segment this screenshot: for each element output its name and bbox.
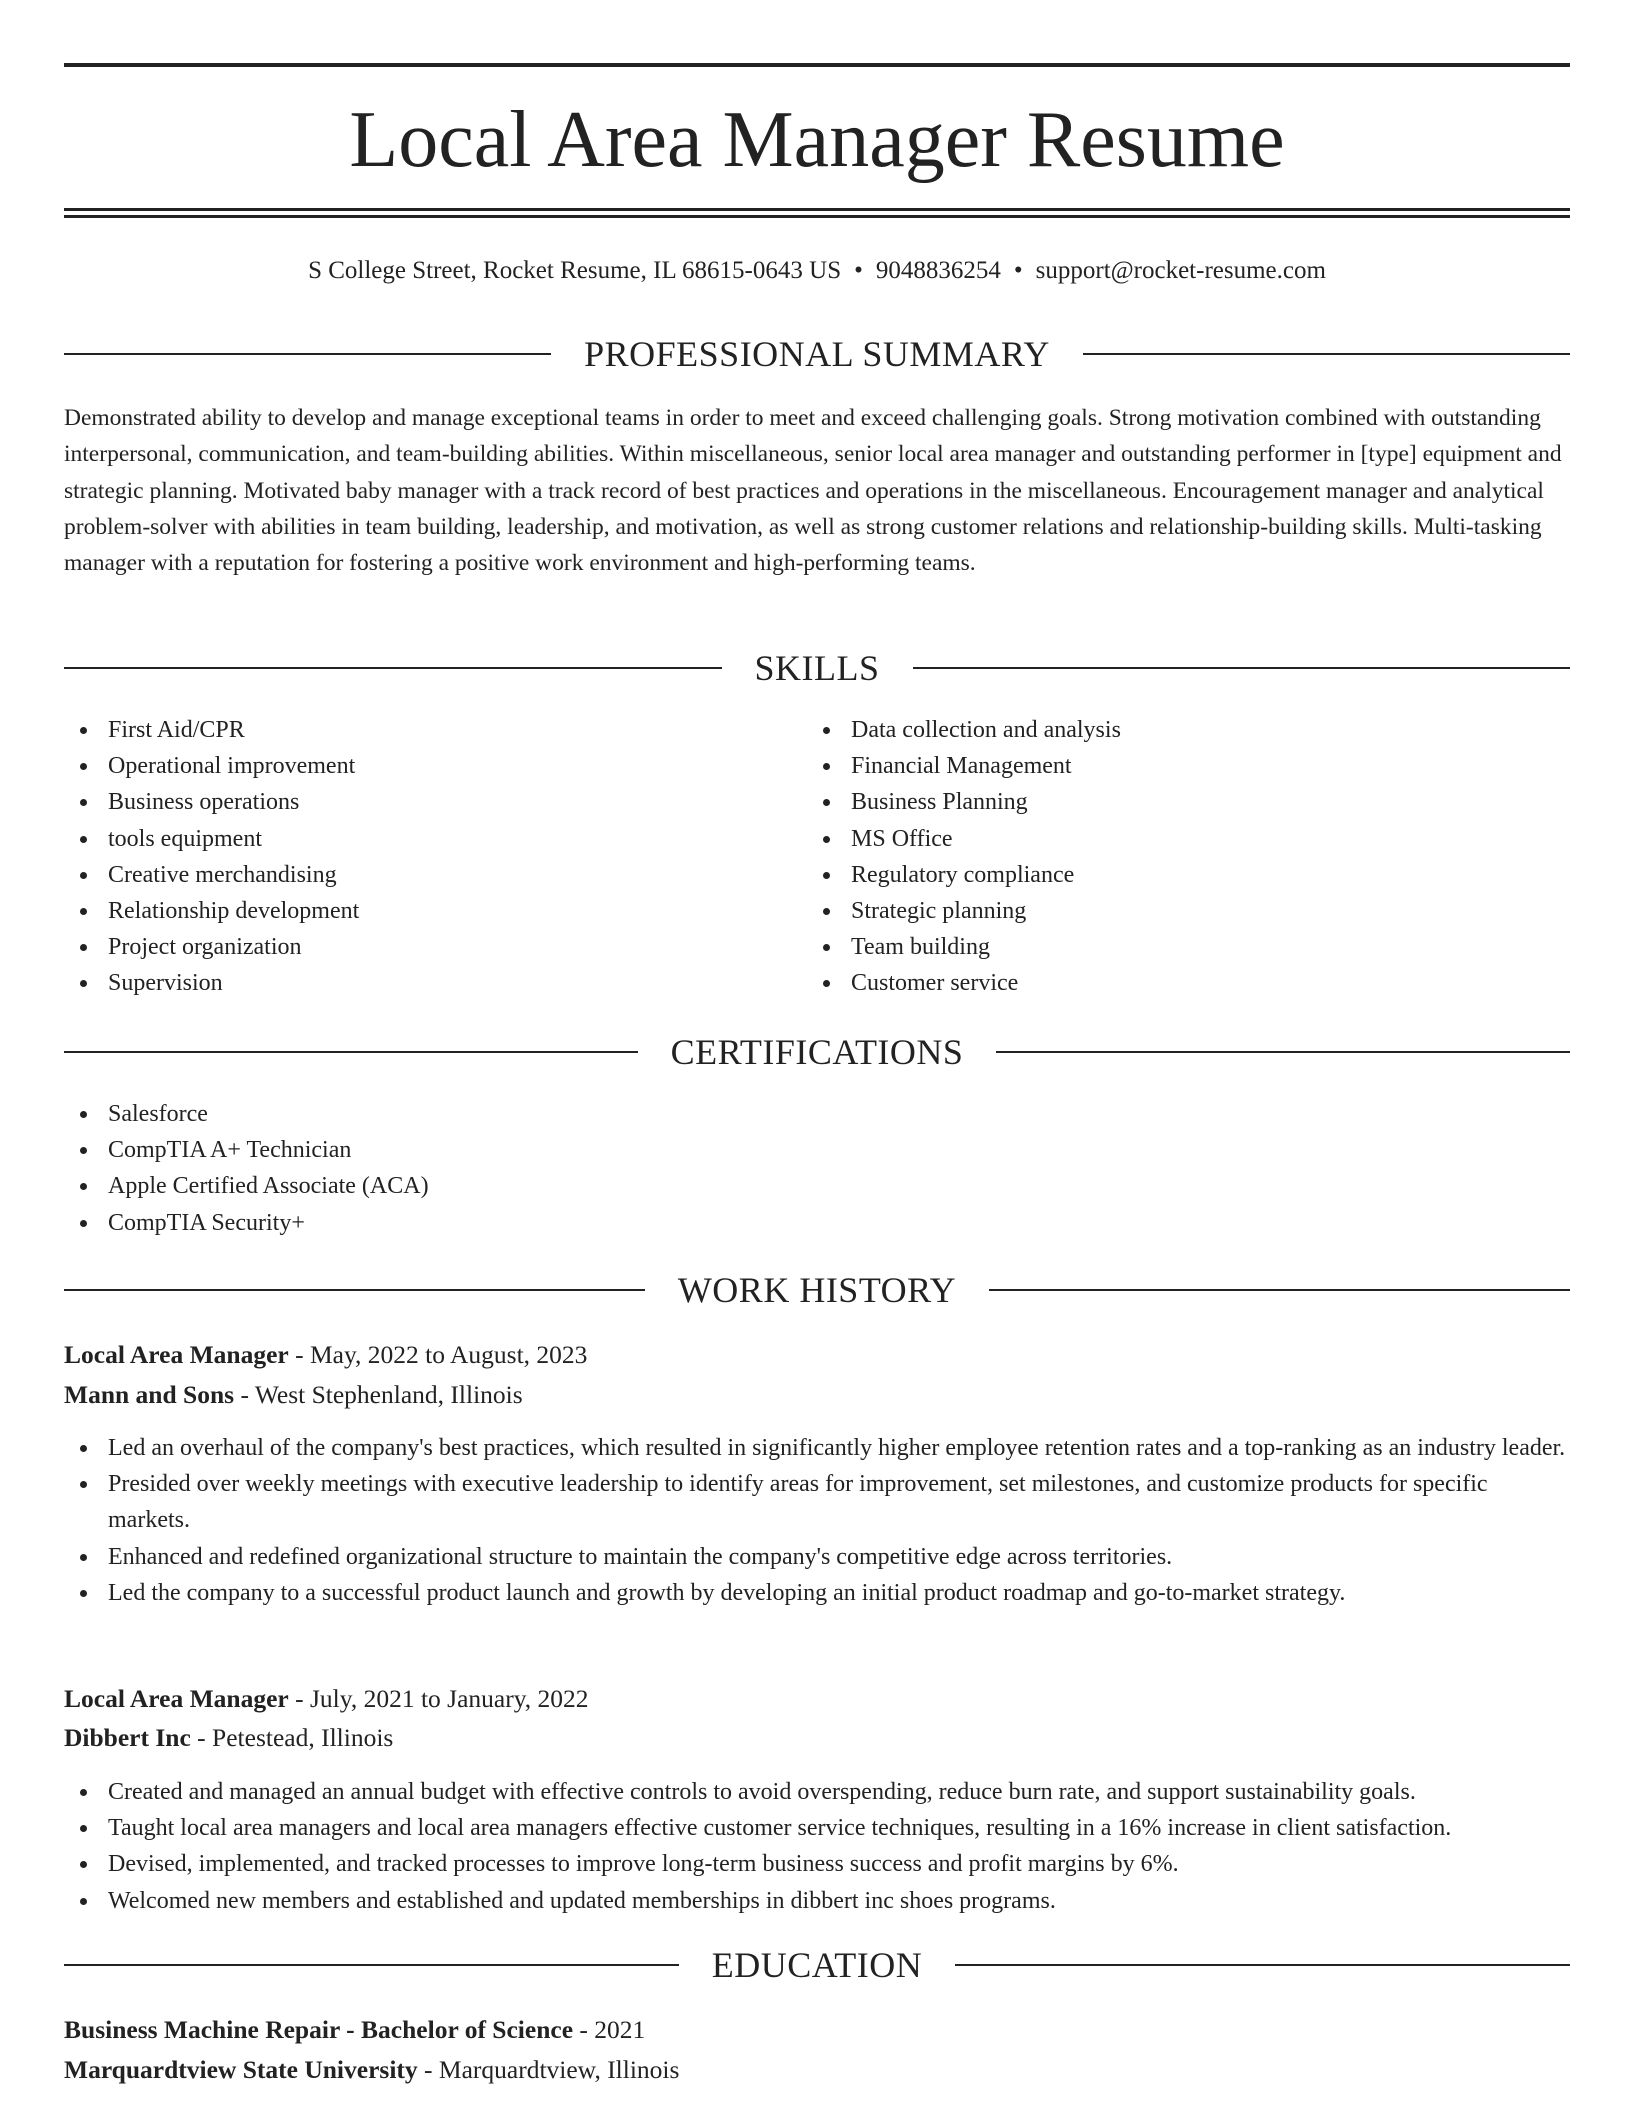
job-title-line — [64, 1682, 1570, 1716]
skill-item: Business operations — [64, 784, 764, 820]
job-bullets — [64, 1430, 1570, 1611]
job-bullet: Enhanced and redefined organizational structure to maintain the company's competitive edge across territories. — [64, 1539, 1570, 1575]
skill-item: First Aid/CPR — [64, 712, 764, 748]
contact-separator: • — [1013, 257, 1023, 284]
section-title: EDUCATION — [711, 1945, 923, 1985]
job-bullet: Led the company to a successful product launch and growth by developing an initial product roadmap and go-to-market strategy. — [64, 1575, 1570, 1611]
certification-item: Apple Certified Associate (ACA) — [64, 1168, 1570, 1204]
skill-item: Business Planning — [807, 784, 1570, 820]
skill-item: tools equipment — [64, 821, 764, 857]
education-school: Marquardtview State University — [64, 2055, 418, 2084]
summary-text: Demonstrated ability to develop and manage exceptional teams in order to meet and exceed challenging goals. Strong motivation combined with outstanding interpersonal, communication, and team-building abilities. Within miscellaneous, senior local area manager and outstanding performer in [type] equipment and strategic planning. Motivated baby manager with a track record of best practices and operations in the miscellaneous. Encouragement manager and analytical problem-solver with abilities in team building, leadership, and motivation, as well as strong customer relations and relationship-building skills. Multi-tasking manager with a reputation for fostering a positive work environment and high-performing teams. — [64, 405, 1562, 577]
top-rule — [64, 63, 1570, 67]
certification-item: CompTIA Security+ — [64, 1205, 1570, 1241]
skill-item: Customer service — [807, 965, 1570, 1001]
skill-item: MS Office — [807, 821, 1570, 857]
section-heading-education — [64, 1943, 1570, 1987]
divider-line — [64, 1051, 638, 1053]
divider-line — [1083, 353, 1570, 355]
job-bullet: Created and managed an annual budget with effective controls to avoid overspending, reduce burn rate, and support sustainability goals. — [64, 1774, 1570, 1810]
job-location: - West Stephenland, Illinois — [234, 1380, 523, 1409]
job-dates: - July, 2021 to January, 2022 — [288, 1684, 589, 1713]
job-bullet: Welcomed new members and established and updated memberships in dibbert inc shoes programs. — [64, 1883, 1570, 1919]
section-title: PROFESSIONAL SUMMARY — [584, 334, 1050, 374]
job-bullets — [64, 1774, 1570, 1919]
section-title: CERTIFICATIONS — [670, 1032, 964, 1072]
skill-item: Regulatory compliance — [807, 857, 1570, 893]
section-title: SKILLS — [754, 648, 880, 688]
title-double-rule — [64, 208, 1570, 218]
certifications-list — [64, 1096, 1570, 1241]
divider-line — [996, 1051, 1570, 1053]
job-bullet: Presided over weekly meetings with executive leadership to identify areas for improvement, set milestones, and customize products for specific markets. — [64, 1466, 1570, 1538]
certification-item: CompTIA A+ Technician — [64, 1132, 1570, 1168]
job-company: Mann and Sons — [64, 1380, 235, 1409]
contact-separator: • — [854, 257, 863, 284]
job-company-line — [64, 1721, 1570, 1755]
section-heading-work-history — [64, 1268, 1570, 1312]
skill-item: Supervision — [64, 965, 764, 1001]
skill-item: Relationship development — [64, 893, 764, 929]
resume-title: Local Area Manager Resume — [349, 96, 1285, 184]
skill-item: Operational improvement — [64, 748, 764, 784]
job-bullet: Taught local area managers and local area managers effective customer service techniques, resulting in a 16% increase in client satisfaction. — [64, 1810, 1570, 1846]
contact-address: S College Street, Rocket Resume, IL 68615-0643 US — [308, 257, 842, 284]
divider-line — [64, 667, 722, 669]
divider-line — [64, 1289, 645, 1291]
section-heading-certifications — [64, 1030, 1570, 1074]
job-bullet: Devised, implemented, and tracked processes to improve long-term business success and profit margins by 6%. — [64, 1846, 1570, 1882]
education-year: - 2021 — [573, 2015, 646, 2044]
education-degree-line — [64, 2013, 1570, 2047]
job-bullet: Led an overhaul of the company's best practices, which resulted in significantly higher employee retention rates and a top-ranking as an industry leader. — [64, 1430, 1570, 1466]
skills-list-right — [807, 712, 1570, 1002]
skill-item: Data collection and analysis — [807, 712, 1570, 748]
education-degree: Business Machine Repair - Bachelor of Science — [64, 2015, 574, 2044]
job-company: Dibbert Inc — [64, 1723, 191, 1752]
section-heading-summary — [64, 332, 1570, 376]
divider-line — [955, 1964, 1570, 1966]
job-location: - Petestead, Illinois — [190, 1723, 394, 1752]
section-heading-skills — [64, 646, 1570, 690]
job-company-line — [64, 1378, 1570, 1412]
divider-line — [913, 667, 1571, 669]
certification-item: Salesforce — [64, 1096, 1570, 1132]
divider-line — [64, 1964, 679, 1966]
skills-list-left — [64, 712, 764, 1002]
skill-item: Strategic planning — [807, 893, 1570, 929]
education-location: - Marquardtview, Illinois — [417, 2055, 680, 2084]
contact-line — [64, 256, 1570, 286]
skill-item: Creative merchandising — [64, 857, 764, 893]
contact-email: support@rocket-resume.com — [1035, 257, 1326, 284]
job-title: Local Area Manager — [64, 1684, 289, 1713]
skill-item: Team building — [807, 929, 1570, 965]
divider-line — [989, 1289, 1570, 1291]
divider-line — [64, 353, 551, 355]
job-title: Local Area Manager — [64, 1340, 289, 1369]
section-title: WORK HISTORY — [677, 1270, 957, 1310]
job-title-line — [64, 1338, 1570, 1372]
contact-phone: 9048836254 — [875, 257, 1001, 284]
skill-item: Financial Management — [807, 748, 1570, 784]
education-school-line — [64, 2053, 1570, 2087]
skill-item: Project organization — [64, 929, 764, 965]
job-dates: - May, 2022 to August, 2023 — [288, 1340, 588, 1369]
